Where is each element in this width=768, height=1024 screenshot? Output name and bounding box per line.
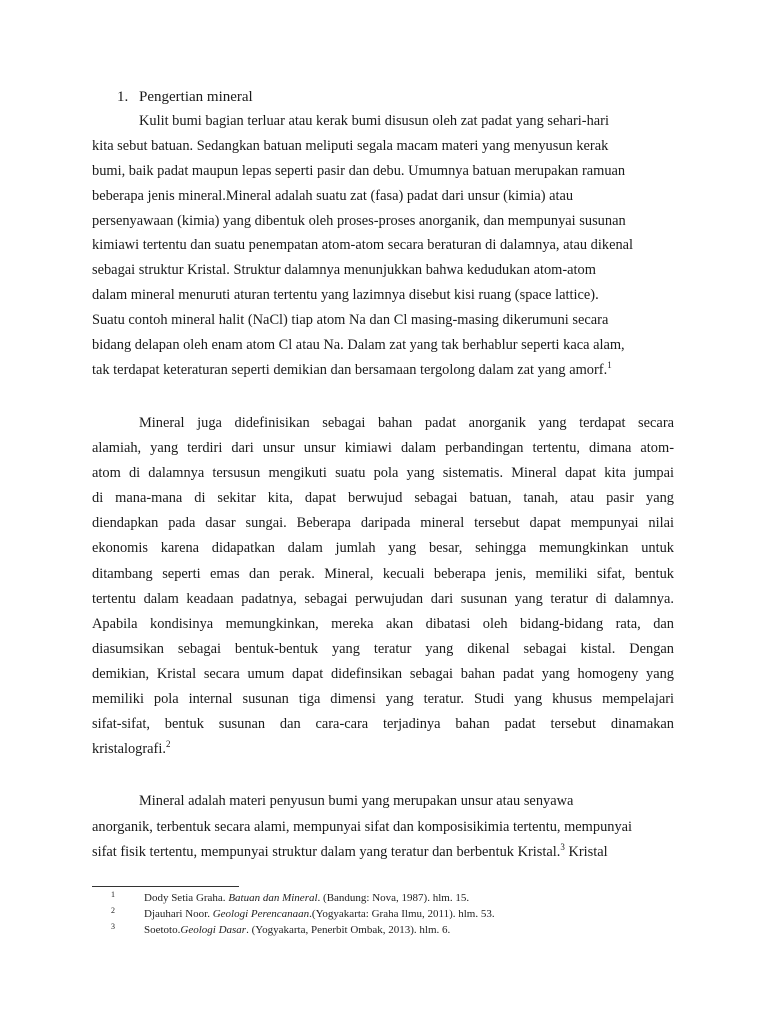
paragraph-line: Mineral adalah materi penyusun bumi yang merupakan unsur atau senyawa [139, 793, 574, 809]
paragraph-line: kimiawi tertentu dan suatu penempatan atom-atom secara beraturan di dalamnya, atau dikenal [92, 237, 634, 254]
footnote-author: Djauhari Noor. [144, 908, 210, 920]
footnote-mark: 2 [111, 906, 115, 915]
paragraph-line: ekonomis karena didapatkan dalam jumlah yang besar, sehingga memungkinkan untuk [92, 540, 674, 557]
footnote-1 [92, 890, 652, 906]
heading-title: Pengertian mineral [139, 89, 253, 105]
paragraph-line: ditambang seperti emas dan perak. Mineral, kecuali beberapa jenis, memiliki sifat, bentuk [92, 565, 674, 582]
paragraph-line: persenyawaan (kimia) yang dibentuk oleh proses-proses anorganik, dan mempunyai susunan [92, 212, 626, 229]
paragraph-line-last [92, 737, 674, 762]
footnote-rest: . (Yogyakarta, Penerbit Ombak, 2013). hlm. 6. [246, 924, 451, 936]
footnote-reference[interactable]: 1 [607, 359, 612, 370]
footnote-text [144, 890, 469, 906]
paragraph-line: bidang delapan oleh enam atom Cl atau Na. Dalam zat yang tak berhablur seperti kaca alam, [92, 337, 625, 354]
paragraph-line: sifat-sifat, bentuk susunan dan cara-cara terjadinya bahan padat tersebut dinamakan [92, 716, 674, 733]
footnote-rest: .(Yogyakarta: Graha Ilmu, 2011). hlm. 53. [309, 908, 495, 920]
footnote-reference[interactable]: 3 [560, 842, 565, 852]
paragraph-line: Kulit bumi bagian terluar atau kerak bumi disusun oleh zat padat yang sehari-hari [139, 113, 609, 129]
paragraph-line: tertentu dalam keadaan padatnya, sebagai perwujudan dari susunan yang teratur di dalamnya. [92, 590, 674, 607]
heading-number: 1. [117, 89, 129, 105]
paragraph-trailing-text: Kristal [564, 844, 608, 860]
paragraph-line: sebagai struktur Kristal. Struktur dalamnya menunjukkan bahwa kedudukan atom-atom [92, 262, 596, 279]
paragraph-line: dalam mineral menuruti aturan tertentu yang lazimnya disebut kisi ruang (space lattice). [92, 287, 599, 304]
paragraph-line: alamiah, yang terdiri dari unsur unsur kimiawi dalam perbandingan tertentu, dimana atom- [92, 440, 674, 457]
paragraph-line-text: tak terdapat keteraturan seperti demikian dan bersamaan tergolong dalam zat yang amorf. [92, 361, 608, 378]
paragraph-line: demikian, Kristal secara umum dapat didefinsikan sebagai bahan padat yang homogeny yang [92, 665, 674, 682]
footnote-rest: . (Bandung: Nova, 1987). hlm. 15. [317, 892, 470, 904]
paragraph-line: Mineral juga didefinisikan sebagai bahan padat anorganik yang terdapat secara [139, 415, 674, 431]
paragraph-line: beberapa jenis mineral.Mineral adalah suatu zat (fasa) padat dari unsur (kimia) atau [92, 187, 574, 204]
paragraph-line: bumi, baik padat maupun lepas seperti pasir dan debu. Umumnya batuan merupakan ramuan [92, 162, 626, 179]
paragraph-line-text: sifat fisik tertentu, mempunyai struktur dalam yang teratur dan berbentuk Kristal. [92, 844, 561, 860]
paragraph-line-last [92, 840, 674, 866]
footnotes [92, 890, 652, 938]
paragraph-line-text: kristalografi. [92, 741, 166, 758]
paragraph-line: di mana-mana di sekitar kita, dapat berwujud sebagai batuan, tanah, atau pasir yang [92, 490, 674, 507]
footnote-title: Batuan dan Mineral [228, 892, 318, 904]
paragraph-line: anorganik, terbentuk secara alami, mempunyai sifat dan komposisikimia tertentu, mempunyai [92, 818, 633, 835]
paragraph-line: Suatu contoh mineral halit (NaCl) tiap atom Na dan Cl masing-masing dikerumuni secara [92, 312, 609, 329]
paragraph-line-last [92, 358, 674, 383]
footnote-3 [92, 922, 652, 938]
paragraph-line: memiliki pola internal susunan tiga dimensi yang teratur. Studi yang khusus mempelajari [92, 691, 674, 708]
footnote-text [144, 906, 495, 922]
footnote-reference[interactable]: 2 [165, 739, 171, 750]
paragraph-2 [92, 411, 674, 762]
footnote-mark: 1 [111, 890, 115, 899]
footnote-title: Geologi Perencanaan [212, 908, 310, 920]
section-heading [117, 86, 253, 108]
footnote-2 [92, 906, 652, 922]
paragraph-1 [92, 109, 674, 383]
paragraph-3 [92, 789, 674, 866]
paragraph-line: kita sebut batuan. Sedangkan batuan meliputi segala macam materi yang menyusun kerak [92, 137, 609, 154]
footnote-text [144, 922, 450, 938]
footnote-title: Geologi Dasar [180, 924, 247, 936]
paragraph-line: Apabila kondisinya memungkinkan, mereka akan dibatasi oleh bidang-bidang rata, dan [92, 615, 674, 632]
paragraph-line: atom di dalamnya tersusun mengikuti suatu pola yang sistematis. Mineral dapat kita jumpai [92, 465, 674, 482]
paragraph-line: diasumsikan sebagai bentuk-bentuk yang teratur yang dikenal sebagai kistal. Dengan [92, 640, 674, 657]
footnote-author: Soetoto. [144, 924, 181, 936]
paragraph-line: diendapkan pada dasar sungai. Beberapa daripada mineral tersebut dapat mempunyai nilai [92, 515, 674, 532]
footnote-author: Dody Setia Graha. [144, 892, 226, 904]
footnote-mark: 3 [111, 922, 115, 931]
